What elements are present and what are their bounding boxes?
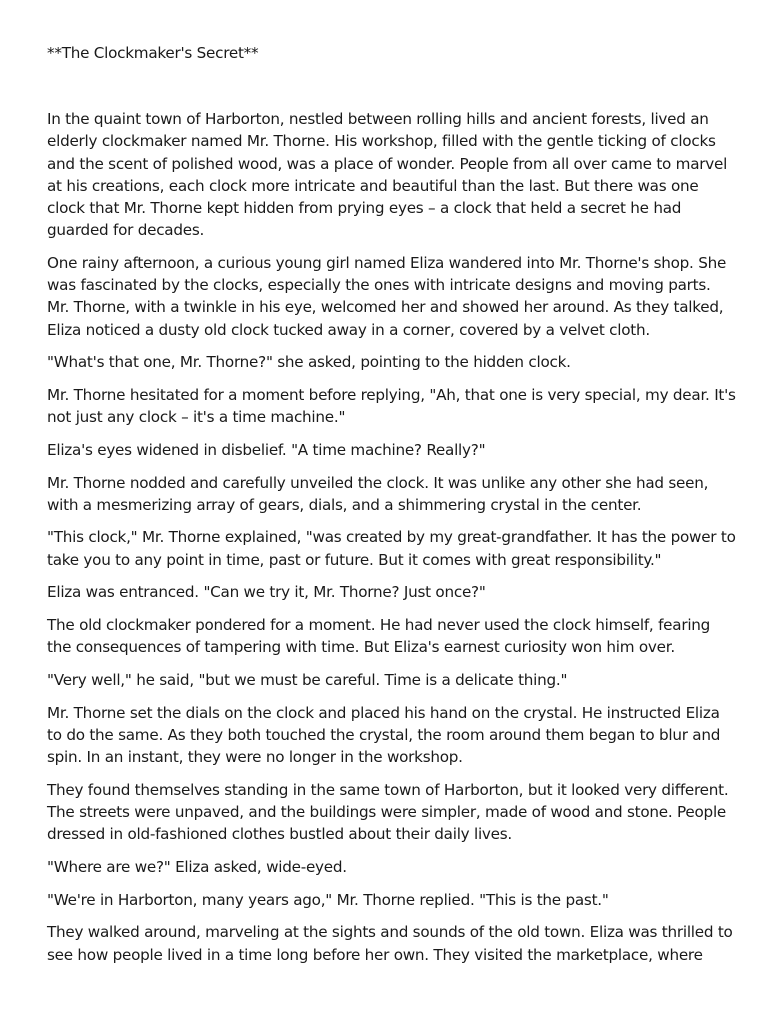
paragraph: "Very well," he said, "but we must be careful. Time is a delicate thing." [47, 670, 568, 689]
paragraph: "This clock," Mr. Thorne explained, "was created by my great-grandfather. It has the power to take you to any point in time, past or future. But it comes with great responsibility." [47, 528, 736, 569]
paragraph: Mr. Thorne hesitated for a moment before replying, "Ah, that one is very special, my dear. It's not just any clock – it's a time machine." [47, 385, 736, 427]
paragraph: Eliza was entranced. "Can we try it, Mr. Thorne? Just once?" [47, 583, 486, 602]
paragraph: They walked around, marveling at the sights and sounds of the old town. Eliza was thrilled to see how people lived in a time long before her own. They visited the marketplace, where [47, 923, 733, 964]
paragraph: One rainy afternoon, a curious young girl named Eliza wandered into Mr. Thorne's shop. She was fascinated by the clocks, especially the ones with intricate designs and moving parts. Mr. Thorne, with a twinkle in his eye, welcomed her and showed her around. As they talked, Eliza noticed a dusty old clock tucked away in a corner, covered by a velvet cloth. [47, 253, 727, 339]
paragraph: "We're in Harborton, many years ago," Mr. Thorne replied. "This is the past." [47, 890, 609, 909]
paragraph: In the quaint town of Harborton, nestled between rolling hills and ancient forests, lived an elderly clockmaker named Mr. Thorne. His workshop, filled with the gentle ticking of clocks and the scent of polished wood, was a place of wonder. People from all over came to marvel at his creations, each clock more intricate and beautiful than the last. But there was one clock that Mr. Thorne kept hidden from prying eyes – a clock that held a secret he had guarded for decades. [47, 110, 728, 240]
paragraph: Mr. Thorne nodded and carefully unveiled the clock. It was unlike any other she had seen, with a mesmerizing array of gears, dials, and a shimmering crystal in the center. [47, 473, 709, 514]
paragraph: Eliza's eyes widened in disbelief. "A time machine? Really?" [47, 440, 486, 459]
document-title: **The Clockmaker's Secret** [47, 44, 259, 62]
paragraph: The old clockmaker pondered for a moment. He had never used the clock himself, fearing the consequences of tampering with time. But Eliza's earnest curiosity won him over. [47, 616, 711, 657]
paragraph: "What's that one, Mr. Thorne?" she asked, pointing to the hidden clock. [47, 353, 571, 372]
document-page [47, 42, 737, 976]
paragraph: Mr. Thorne set the dials on the clock and placed his hand on the crystal. He instructed Eliza to do the same. As they both touched the crystal, the room around them began to blur and spin. In an instant, they were no longer in the workshop. [47, 703, 721, 767]
paragraph: They found themselves standing in the same town of Harborton, but it looked very different. The streets were unpaved, and the buildings were simpler, made of wood and stone. People dressed in old-fashioned clothes bustled about their daily lives. [47, 780, 729, 844]
paragraph: "Where are we?" Eliza asked, wide-eyed. [47, 857, 347, 876]
